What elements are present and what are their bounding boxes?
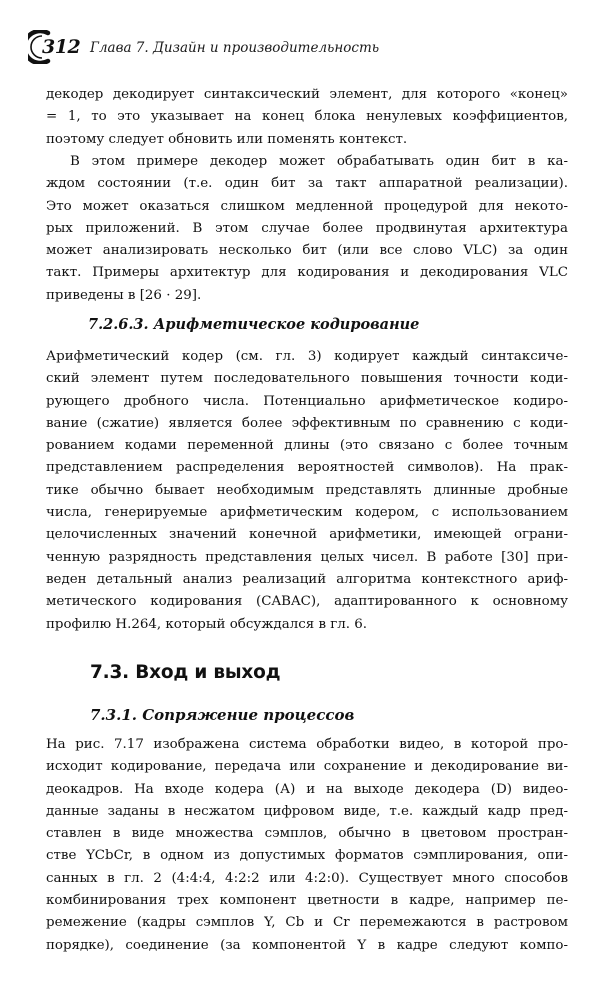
- paragraph-vlc-example: [46, 151, 568, 307]
- text-line: рованием кодами переменной длины (это связано с более точным: [46, 438, 568, 454]
- text-line: порядке), соединение (за компонентой Y в кадре следуют компо-: [46, 937, 568, 953]
- text-line: Арифметический кодер (см. гл. 3) кодирует каждый синтаксиче-: [46, 349, 568, 364]
- text-line: веден детальный анализ реализаций алгоритма контекстного ариф-: [46, 571, 568, 587]
- section-heading-7-3: 7.3. Вход и выход: [90, 662, 281, 683]
- text-line: стве YCbCr, в одном из допустимых форматов сэмплирования, опи-: [46, 848, 568, 864]
- text-line: рых приложений. В этом случае более продвинутая архитектура: [46, 220, 568, 236]
- text-line: ченную разрядность представления целых чисел. В работе [30] при-: [46, 549, 568, 565]
- text-line: числа, генерируемые арифметическим кодером, с использованием: [46, 505, 568, 521]
- text-line: комбинирования трех компонент цветности в кадре, например пе-: [46, 893, 568, 909]
- text-line: может анализировать несколько бит (или все слово VLC) за один: [46, 243, 568, 259]
- text-line: профилю H.264, который обсуждался в гл. 6.: [46, 616, 368, 632]
- text-line: представлением распределения вероятностей символов). На прак-: [46, 460, 568, 476]
- text-line: рующего дробного числа. Потенциально арифметическое кодиро-: [46, 393, 568, 409]
- text-line: исходит кодирование, передача или сохранение и декодирование ви-: [46, 759, 568, 775]
- text-line: ждом состоянии (т.е. один бит за такт аппаратной реализации).: [46, 176, 568, 192]
- text-line: ремежение (кадры сэмплов Y, Cb и Cr перемежаются в растровом: [46, 915, 568, 931]
- text-line: приведены в [26 · 29].: [46, 287, 202, 303]
- text-line: На рис. 7.17 изображена система обработки видео, в которой про-: [46, 737, 568, 752]
- text-line: санных в гл. 2 (4:4:4, 4:2:2 или 4:2:0). Существует много способов: [46, 870, 568, 886]
- text-line: = 1, то это указывает на конец блока ненулевых коэффициентов,: [46, 109, 568, 125]
- text-line: такт. Примеры архитектур для кодирования и декодирования VLC: [46, 265, 568, 281]
- page-header: [28, 30, 588, 66]
- running-head: Глава 7. Дизайн и производительность: [90, 40, 380, 56]
- text-line: метического кодирования (CABAC), адаптированного к основному: [46, 594, 568, 610]
- page-number: 312: [42, 36, 81, 58]
- text-line: В этом примере декодер может обрабатывать один бит в ка-: [70, 154, 568, 169]
- section-heading-7-3-1: 7.3.1. Сопряжение процессов: [90, 706, 355, 724]
- paragraph-context-update: [46, 84, 568, 151]
- text-line: деокадров. На входе кодера (А) и на выходе декодера (D) видео-: [46, 781, 568, 797]
- text-line: поэтому следует обновить или поменять контекст.: [46, 131, 408, 147]
- text-line: ставлен в виде множества сэмплов, обычно в цветовом простран-: [46, 826, 568, 842]
- text-line: Это может оказаться слишком медленной процедурой для некото-: [46, 198, 568, 214]
- text-line: тике обычно бывает необходимым представлять длинные дробные: [46, 482, 568, 498]
- paragraph-arithmetic-coding: [46, 346, 568, 636]
- text-line: целочисленных значений конечной арифметики, имеющей ограни-: [46, 527, 568, 543]
- text-line: вание (сжатие) является более эффективным по сравнению с коди-: [46, 415, 568, 431]
- text-line: данные заданы в несжатом цифровом виде, т.е. каждый кадр пред-: [46, 803, 568, 819]
- section-heading-7-2-6-3: 7.2.6.3. Арифметическое кодирование: [88, 316, 420, 333]
- paragraph-process-interface: [46, 734, 568, 957]
- text-line: ский элемент путем последовательного повышения точности коди-: [46, 371, 568, 387]
- text-line: декодер декодирует синтаксический элемент, для которого «конец»: [46, 87, 568, 102]
